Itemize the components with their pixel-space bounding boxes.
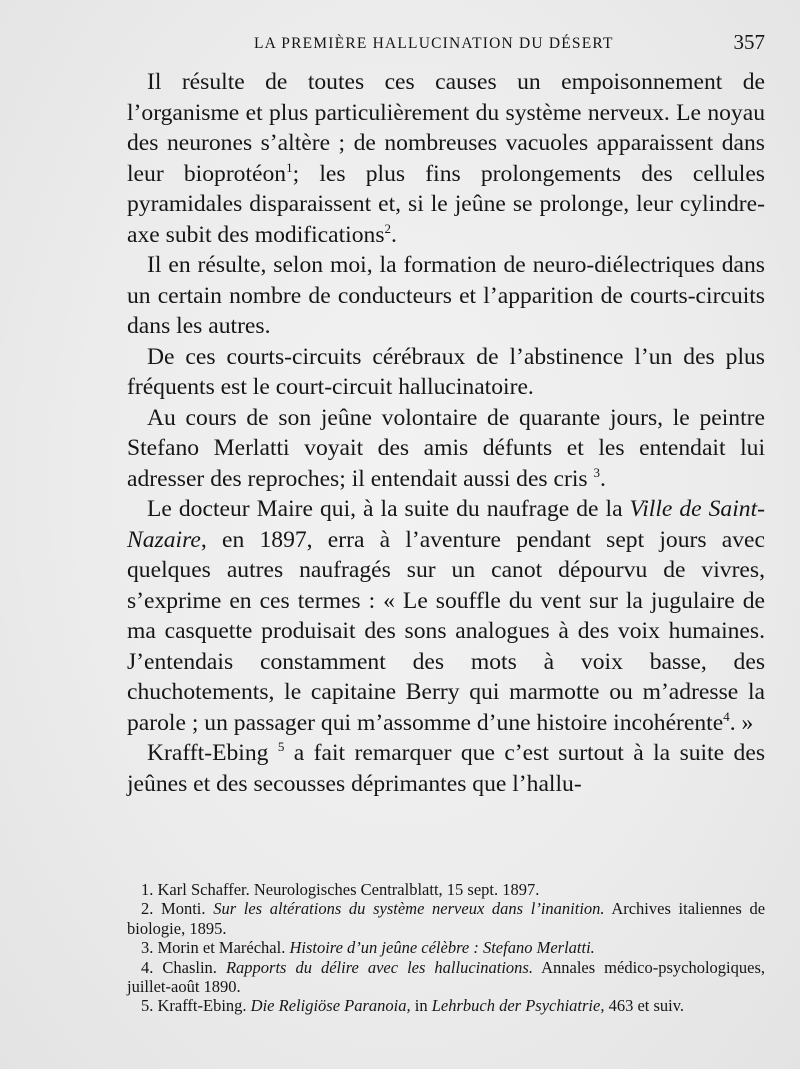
footnote-number: 3. [141,938,154,958]
footnote-author: Morin et Maréchal. [157,938,286,958]
footnote-number: 2. [141,899,154,919]
paragraph [127,738,765,799]
running-title: LA PREMIÈRE HALLUCINATION DU DÉSERT [254,35,614,52]
footnote-author: Monti. [161,899,206,919]
paragraph-text: ; les plus fins prolongements des cellules pyramidales disparaissent et, si le jeûne se prolonge, leur cylindre-axe subit des modifications [127,160,765,248]
paragraph-text: Il résulte de toutes ces causes un empoisonnement de l’organisme et plus particulièrement du système nerveux. Le noyau des neurones s’altère ; de nombreuses vacuoles apparaissent dans leur bioprotéon [127,69,765,187]
paragraph-text: a fait remarquer que c’est surtout à la suite des jeûnes et des secousses déprimantes que l’hallu- [127,740,765,797]
footnote-number: 4. [141,957,154,977]
paragraph [127,494,765,738]
footnote-author: Chaslin. [162,957,217,977]
footnote-title: Rapports du délire avec les hallucinations. [225,957,533,977]
footnote-title: Sur les altérations du système nerveux dans l’inanition. [213,899,605,919]
footnote-text: Karl Schaffer. Neurologisches Centralblatt, 15 sept. 1897. [157,880,540,899]
footnote-number: 1. [141,880,154,899]
footnote-text: 463 et suiv. [608,996,685,1016]
footnote-author: Krafft-Ebing. [157,996,247,1016]
footnote [127,899,765,938]
page-header [130,30,765,58]
paragraph-text: Il en résulte, selon moi, la formation de neuro-diélectriques dans un certain nombre de conducteurs et l’apparition de courts-circuits dans les autres. [127,252,765,339]
italic-title: Ville de Saint-Nazaire [127,496,765,553]
footnote-ref: 3 [593,464,600,480]
footnote-title: Lehrbuch der Psychiatrie, [431,996,605,1016]
paragraph-text: . [599,465,606,492]
paragraph-text: . » [729,709,754,736]
footnotes [127,880,765,1016]
paragraph-text: . [391,221,397,248]
paragraph-text: De ces courts-circuits cérébraux de l’abstinence l’un des plus fréquents est le court-circuit hallucinatoire. [127,343,765,400]
footnote [127,938,765,957]
footnote [127,958,765,997]
paragraph-text: Krafft-Ebing [147,740,269,766]
footnote-title: Histoire d’un jeûne célèbre : Stefano Merlatti. [289,938,595,958]
footnote-title: Die Religiöse Paranoia, [250,996,411,1016]
footnote-number: 5. [141,996,154,1016]
footnote [127,880,765,899]
footnote-text: Archives italiennes de biologie, 1895. [127,899,766,938]
page-number: 357 [733,30,765,54]
paragraph [127,67,765,250]
footnote-ref: 1 [286,159,293,175]
footnote-ref: 5 [277,739,285,755]
paragraph [127,403,765,495]
paragraph [127,250,765,342]
paragraph [127,342,765,403]
footnote [127,996,765,1015]
paragraph-text: , en 1897, erra à l’aventure pendant sept jours avec quelques autres naufragés sur un canot dépourvu de vivres, s’exprime en ces termes : « Le souffle du vent sur la jugulaire de ma casquette produisait des sons analogues à des voix humaines. J’entendais constamment des mots à voix basse, des chuchotements, le capitaine Berry qui marmotte ou m’adresse la parole ; un passager qui m’assomme d’une histoire incohérente [127,526,765,736]
paragraph-text: Le docteur Maire qui, à la suite du naufrage de la [147,496,630,522]
footnote-text: Annales médico-psychologiques, juillet-août 1890. [127,957,765,997]
footnote-text: in [414,996,428,1016]
body-text [127,67,765,799]
paragraph-text: Au cours de son jeûne volontaire de quarante jours, le peintre Stefano Merlatti voyait des amis défunts et les entendait lui adresser des reproches; il entendait aussi des cris [127,404,765,492]
footnote-ref: 4 [723,708,730,724]
footnote-ref: 2 [384,220,392,236]
